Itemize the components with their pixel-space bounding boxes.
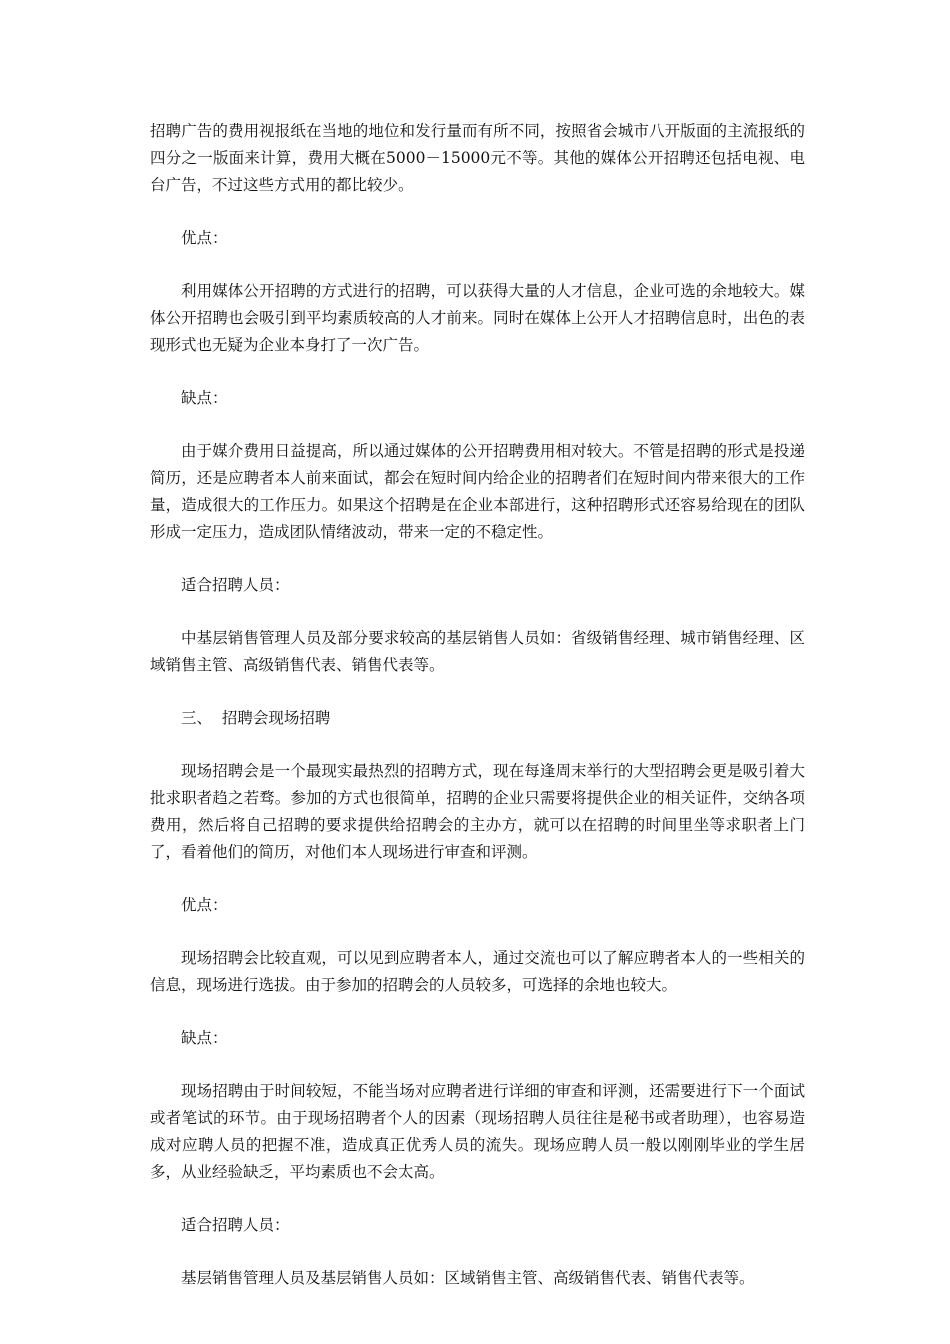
label-suitable-fair: 适合招聘人员： [181,1216,290,1234]
document-page [150,118,805,1318]
paragraph-fair-disadvantages: 现场招聘由于时间较短，不能当场对应聘者进行详细的审查和评测，还需要进行下一个面试或者笔试的环节。由于现场招聘者个人的因素（现场招聘人员往往是秘书或者助理），也容易造成对应聘人员的把握不准，造成真正优秀人员的流失。现场应聘人员一般以刚刚毕业的学生居多，从业经验缺乏，平均素质也不会太高。 [150,1082,805,1181]
label-disadvantages-media: 缺点： [181,389,228,407]
paragraph-ad-cost: 招聘广告的费用视报纸在当地的地位和发行量而有所不同，按照省会城市八开版面的主流报纸的四分之一版面来计算，费用大概在5000－15000元不等。其他的媒体公开招聘还包括电视、电台广告，不过这些方式用的都比较少。 [150,122,805,194]
label-disadvantages-fair: 缺点： [181,1029,228,1047]
label-advantages-media: 优点： [181,229,228,247]
label-advantages-fair: 优点： [181,896,228,914]
section-heading-job-fair: 三、 招聘会现场招聘 [181,709,331,727]
paragraph-fair-suitable: 基层销售管理人员及基层销售人员如：区域销售主管、高级销售代表、销售代表等。 [181,1269,755,1287]
paragraph-media-advantages: 利用媒体公开招聘的方式进行的招聘，可以获得大量的人才信息，企业可选的余地较大。媒体公开招聘也会吸引到平均素质较高的人才前来。同时在媒体上公开人才招聘信息时，出色的表现形式也无疑为企业本身打了一次广告。 [150,282,805,354]
paragraph-media-disadvantages: 由于媒介费用日益提高，所以通过媒体的公开招聘费用相对较大。不管是招聘的形式是投递简历，还是应聘者本人前来面试，都会在短时间内给企业的招聘者们在短时间内带来很大的工作量，造成很大的工作压力。如果这个招聘是在企业本部进行，这种招聘形式还容易给现在的团队形成一定压力，造成团队情绪波动，带来一定的不稳定性。 [150,442,805,541]
paragraph-job-fair-intro: 现场招聘会是一个最现实最热烈的招聘方式，现在每逢周末举行的大型招聘会更是吸引着大批求职者趋之若骛。参加的方式也很简单，招聘的企业只需要将提供企业的相关证件，交纳各项费用，然后将自己招聘的要求提供给招聘会的主办方，就可以在招聘的时间里坐等求职者上门了，看着他们的简历，对他们本人现场进行审查和评测。 [150,762,805,861]
paragraph-media-suitable: 中基层销售管理人员及部分要求较高的基层销售人员如：省级销售经理、城市销售经理、区域销售主管、高级销售代表、销售代表等。 [150,629,805,674]
paragraph-fair-advantages: 现场招聘会比较直观，可以见到应聘者本人，通过交流也可以了解应聘者本人的一些相关的信息，现场进行选拔。由于参加的招聘会的人员较多，可选择的余地也较大。 [150,949,805,994]
label-suitable-media: 适合招聘人员： [181,576,290,594]
